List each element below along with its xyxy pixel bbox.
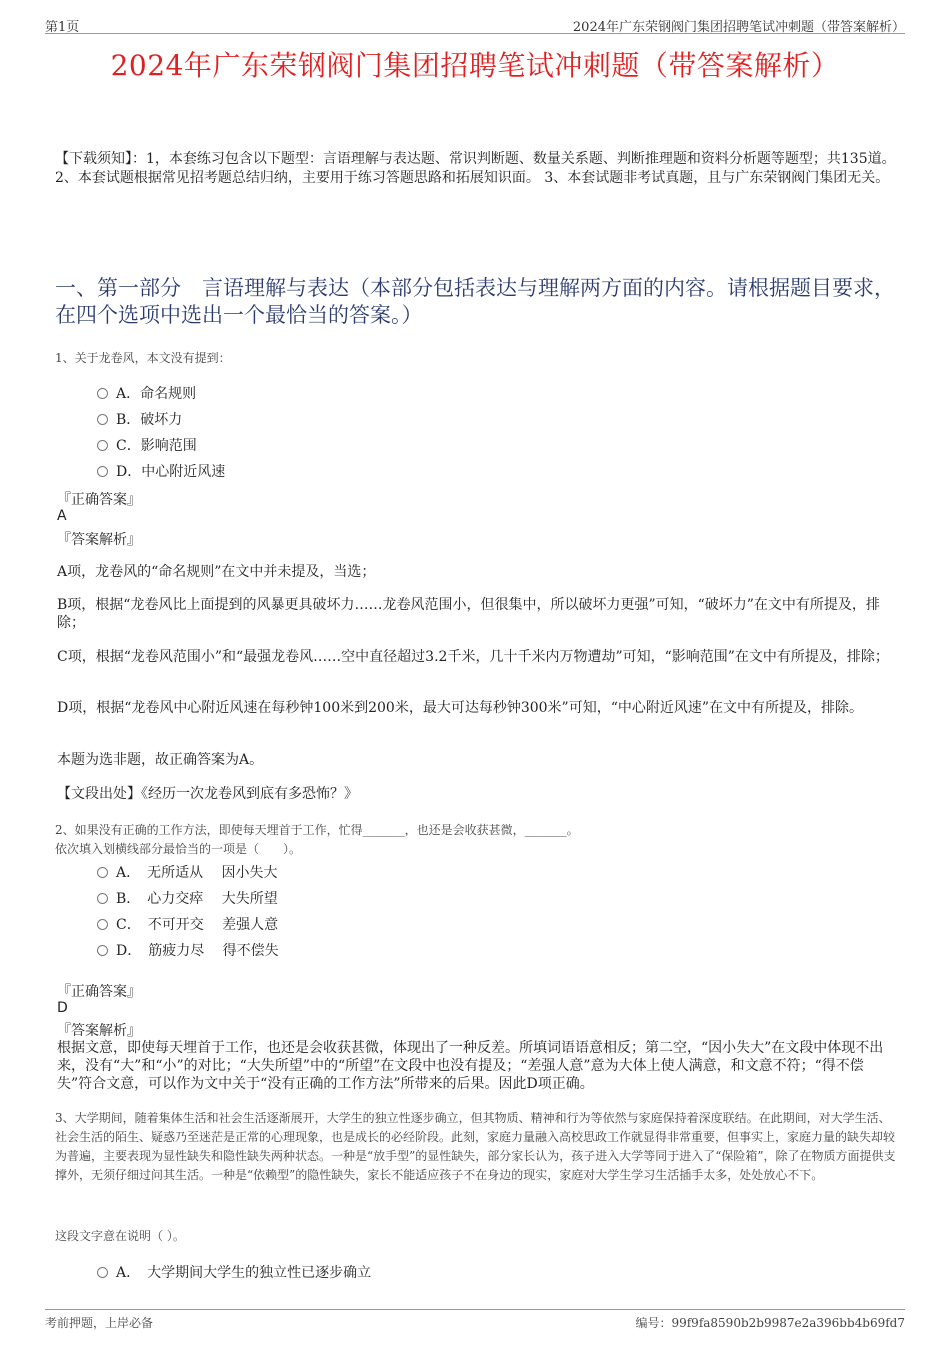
q2-option-c[interactable]: C． 不可开交 差强人意: [97, 914, 278, 934]
radio-icon[interactable]: [97, 414, 108, 425]
radio-icon[interactable]: [97, 919, 108, 930]
footer-divider: [45, 1309, 905, 1310]
question-3-passage: 3、大学期间，随着集体生活和社会生活逐渐展开，大学生的独立性逐步确立，但其物质、精神和行为等依然与家庭保持着深度联结。在此期间，对大学生活、社会生活的陌生、疑惑乃至迷茫是正常的心理现象，也是成长的必经阶段。此刻，家庭力量融入高校思政工作就显得非常重要，但事实上，家庭力量的缺失却较为普遍，主要表现为显性缺失和隐性缺失两种状态。一种是“放手型”的显性缺失，部分家长认为，孩子进入大学等同于进入了“保险箱”，除了在物质方面提供支撑外，无须仔细过问其生活。一种是“依赖型”的隐性缺失，家长不能适应孩子不在身边的现实，家庭对大学生学习生活插手太多，处处放心不下。: [55, 1111, 896, 1182]
download-notice: 【下载须知】：1，本套练习包含以下题型：言语理解与表达题、常识判断题、数量关系题、判断推理题和资料分析题等题型；共135道。 2、本套试题根据常见招考题总结归纳，主要用于练习答题思路和拓展知识面。 3、本套试题非考试真题，且与广东荣钢阀门集团无关。: [55, 151, 896, 186]
q1-answer: A: [57, 508, 67, 524]
radio-icon[interactable]: [97, 466, 108, 477]
q1-analysis-a: A项，龙卷风的“命名规则”在文中并未提及，当选；: [57, 564, 376, 580]
q1-option-c[interactable]: C．影响范围: [97, 435, 197, 455]
q1-analysis-label: 『答案解析』: [57, 532, 141, 548]
radio-icon[interactable]: [97, 388, 108, 399]
radio-icon[interactable]: [97, 867, 108, 878]
radio-icon[interactable]: [97, 1267, 108, 1278]
q1-conclusion: 本题为选非题，故正确答案为A。: [57, 752, 264, 768]
question-1: 1、关于龙卷风，本文没有提到：: [55, 351, 231, 365]
q1-analysis-d: D项，根据“龙卷风中心附近风速在每秒钟100米到200米，最大可达每秒钟300米”可知，“中心附近风速”在文中有所提及，排除。: [57, 700, 864, 716]
q1-option-d[interactable]: D．中心附近风速: [97, 461, 225, 481]
q2-answer-label: 『正确答案』: [57, 984, 141, 1000]
radio-icon[interactable]: [97, 945, 108, 956]
q3-option-a[interactable]: A． 大学期间大学生的独立性已逐步确立: [97, 1262, 371, 1282]
q2-option-d[interactable]: D． 筋疲力尽 得不偿失: [97, 940, 279, 960]
section-heading: 一、第一部分 言语理解与表达（本部分包括表达与理解两方面的内容。请根据题目要求，在四个选项中选出一个最恰当的答案。）: [55, 276, 895, 327]
q1-option-b[interactable]: B．破坏力: [97, 409, 182, 429]
q1-source: 【文段出处】《经历一次龙卷风到底有多恐怖？》: [57, 786, 358, 802]
q2-option-a[interactable]: A． 无所适从 因小失大: [97, 862, 278, 882]
question-2-instruction: 依次填入划横线部分最恰当的一项是（ ）。: [55, 842, 302, 856]
question-2: 2、如果没有正确的工作方法，即使每天埋首于工作，忙得_______，也还是会收获甚微，_______。: [55, 823, 579, 837]
question-3: 这段文字意在说明（ ）。: [55, 1229, 185, 1243]
q2-analysis-label: 『答案解析』: [57, 1023, 141, 1039]
q1-answer-label: 『正确答案』: [57, 492, 141, 508]
q1-option-a[interactable]: A．命名规则: [97, 383, 196, 403]
q2-analysis: 根据文意，即使每天埋首于工作，也还是会收获甚微，体现出了一种反差。所填词语语意相反；第二空，“因小失大”在文段中体现不出来，没有“大”和“小”的对比；“大失所望”中的“所望”在文段中也没有提及；“差强人意”意为大体上使人满意，和文意不符；“得不偿失”符合文意，可以作为文中关于“没有正确的工作方法”所带来的后果。因此D项正确。: [57, 1040, 884, 1092]
q2-answer: D: [57, 1000, 68, 1016]
page-title: 2024年广东荣钢阀门集团招聘笔试冲刺题（带答案解析）: [110, 49, 840, 82]
q1-analysis-b: B项，根据“龙卷风比上面提到的风暴更具破坏力……龙卷风范围小，但很集中，所以破坏力更强”可知，“破坏力”在文中有所提及，排除；: [57, 597, 880, 631]
q1-analysis-c: C项，根据“龙卷风范围小”和“最强龙卷风……空中直径超过3.2千米，几十千米内万物遭劫”可知，“影响范围”在文中有所提及，排除；: [57, 649, 889, 665]
footer-slogan: 考前押题，上岸必备: [45, 1316, 154, 1330]
page-number: 第1页: [45, 20, 80, 35]
header-divider: [45, 33, 905, 34]
radio-icon[interactable]: [97, 440, 108, 451]
radio-icon[interactable]: [97, 893, 108, 904]
header-doc-title: 2024年广东荣钢阀门集团招聘笔试冲刺题（带答案解析）: [572, 20, 905, 35]
footer-doc-id: 编号：99f9fa8590b2b9987e2a396bb4b69fd7: [635, 1316, 905, 1330]
q2-option-b[interactable]: B． 心力交瘁 大失所望: [97, 888, 278, 908]
